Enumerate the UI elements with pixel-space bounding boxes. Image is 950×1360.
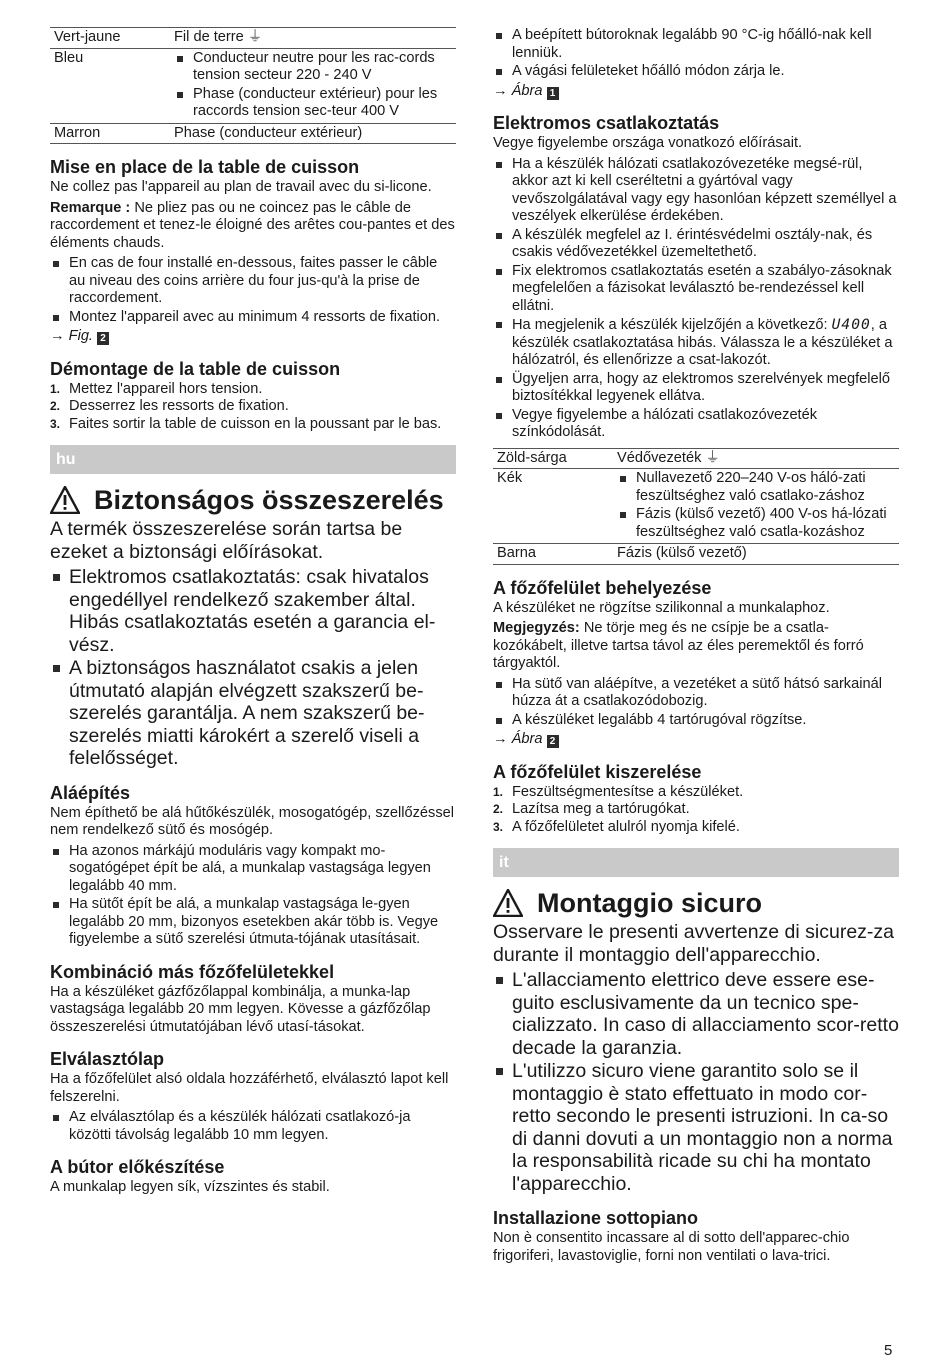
warning-icon <box>50 486 80 514</box>
wire-desc: Fil de terre ⏚ <box>174 29 263 45</box>
table-row <box>50 123 456 144</box>
wire-color: Kék <box>497 470 523 486</box>
section-heading: A főzőfelület kiszerelése <box>493 761 702 782</box>
error-code: U400 <box>831 316 871 333</box>
list-item: 3. Faites sortir la table de cuisson en la poussant par le bas. <box>50 415 442 432</box>
list-item: Ha megjelenik a készülék kijelzőjén a következő: U400, a készülék csatlakoztatása hibás. Válassza le a készüléket a hálózatról, és ellenőrizze a csat-lakozót. <box>493 316 899 370</box>
hu-safety-intro: A termék összeszerelése során tartsa be ezeket a biztonsági előírásokat. Elektromos csatlakoztatás: csak hivatalos engedéllyel rendelkező szakember által. Hibás csatlakoztatás esetén a garancia el-vész. A biztonságos használatot csakis a jelen útmutató alapján elvégzett szakszerű be-szerelés garantálja. A nem szakszerű be-szerelés miatti károkért a szerelő viseli a felelősséget. <box>50 518 456 770</box>
wire-color: Vert-jaune <box>54 29 121 45</box>
section-heading: Démontage de la table de cuisson <box>50 358 341 379</box>
table-row <box>493 544 899 565</box>
bullet-list <box>50 255 456 326</box>
page-title: Biztonságos összeszerelés <box>50 484 456 516</box>
wire-desc: Védővezeték ⏚ <box>617 449 721 466</box>
page-number: 5 <box>884 1342 893 1359</box>
list-item: Ha sütőt épít be alá, a munkalap vastagsága le-gyen legalább 20 mm, bizonyos esetekben akár több is. Vegye figyelembe a sütő szerelési útmuta-tójának utasításait. <box>50 896 456 949</box>
list-item: 3. A főzőfelületet alulról nyomja kifelé. <box>493 818 740 835</box>
language-bar-it: it <box>493 848 899 877</box>
wire-color: Marron <box>54 124 101 141</box>
section-heading: A bútor előkészítése <box>50 1157 225 1177</box>
numbered-list <box>50 381 456 434</box>
paragraph: Non è consentito incassare al di sotto dell'apparec-chio frigoriferi, lavastoviglie, forni non ventilati o lava-trici. <box>493 1230 850 1264</box>
list-item: 2. Desserrez les ressorts de fixation. <box>50 398 289 414</box>
list-item: Nullavezető 220–240 V-os háló-zati feszültséghez való csatlako-záshoz <box>617 470 895 505</box>
section-heading: Installazione sottopiano <box>493 1208 699 1228</box>
list-item: Ha sütő van aláépítve, a vezetéket a sütő hátsó sarkainál húzza át a csatlakozódobozig. <box>493 676 899 711</box>
section-heading: Elektromos csatlakoztatás <box>493 113 720 133</box>
bullet-list <box>493 969 899 1195</box>
remark: Remarque : Ne pliez pas ou ne coincez pas le câble de raccordement et tenez-le éloigné des arêtes cou-pantes et des éléments chauds. <box>50 199 455 251</box>
figure-number-badge: 1 <box>547 87 559 100</box>
list-item: En cas de four installé en-dessous, faites passer le câble au niveau des coins arrière du four jus-qu'à la prise de raccordement. <box>50 255 456 308</box>
paragraph: A munkalap legyen sík, vízszintes és stabil. <box>50 1179 330 1195</box>
table-row <box>50 28 456 49</box>
section-heading: A főzőfelület behelyezése <box>493 577 712 598</box>
figure-reference: → Ábra 2 <box>493 731 899 749</box>
wire-color: Zöld-sárga <box>497 449 567 466</box>
list-item: A biztonságos használatot csakis a jelen útmutató alapján elvégzett szakszerű be-szerelés garantálja. A nem szakszerű be-szerelés miatti károkért a szerelő viseli a felelősséget. <box>50 657 456 770</box>
list-item: Fix elektromos csatlakoztatás esetén a szabályo-zásoknak megfelelően a fázisokat leválasztó be-rendezéssel kell ellátni. <box>493 263 899 316</box>
paragraph: Ha a készüléket gázfőzőlappal kombinálja, a munka-lap vastagsága legalább 20 mm legyen. Kövesse a gázfőzőlap összeszerelési útmutatójában lévő utasí-tásokat. <box>50 983 431 1035</box>
list-item: Az elválasztólap és a készülék hálózati csatlakozó-ja közötti távolság legalább 10 mm legyen. <box>50 1109 456 1144</box>
list-item: A beépített bútoroknak legalább 90 °C-ig hőálló-nak kell lenniük. <box>493 27 899 62</box>
language-bar-hu: hu <box>50 445 456 474</box>
figure-reference: → Fig. 2 <box>50 328 456 346</box>
bullet-list <box>493 676 899 730</box>
list-item: Vegye figyelembe a hálózati csatlakozóvezeték színkódolását. <box>493 407 899 442</box>
figure-number-badge: 2 <box>97 332 109 345</box>
figure-reference: → Ábra 1 <box>493 83 899 101</box>
wire-desc: Fázis (külső vezető) <box>617 545 747 561</box>
numbered-list <box>493 784 899 837</box>
fr-wire-color-table <box>50 27 456 144</box>
list-item: A készülék megfelel az I. érintésvédelmi osztály-nak, és csakis védővezetékkel üzemeltethető. <box>493 227 899 262</box>
paragraph: Nem építhető be alá hűtőkészülék, mosogatógép, szellőzéssel nem rendelkező sütő és mosógép. <box>50 804 455 838</box>
figure-number-badge: 2 <box>547 735 559 748</box>
wire-color: Barna <box>497 545 536 561</box>
list-item: 1. Feszültségmentesítse a készüléket. <box>493 783 744 800</box>
note: Megjegyzés: Ne törje meg és ne csípje be a csatla-kozókábelt, illetve tartsa távol az éles peremektől és forró tárgyaktól. <box>493 620 864 671</box>
left-column <box>50 27 456 1200</box>
right-column <box>493 27 899 1268</box>
list-item: Ügyeljen arra, hogy az elektromos szerelvények megfelelő biztosítékkal legyenek ellátva. <box>493 371 899 406</box>
paragraph: A készüléket ne rögzítse szilikonnal a munkalaphoz. <box>493 599 830 616</box>
list-item: Elektromos csatlakoztatás: csak hivatalos engedéllyel rendelkező szakember által. Hibás csatlakoztatás esetén a garancia el-vész. <box>50 566 456 656</box>
paragraph: Ha a főzőfelület alsó oldala hozzáférhető, elválasztó lapot kell felszerelni. <box>50 1071 449 1105</box>
bullet-list <box>50 843 456 949</box>
list-item: Fázis (külső vezető) 400 V-os há-lózati feszültséghez való csatla-kozáshoz <box>617 506 895 541</box>
paragraph: Vegye figyelembe országa vonatkozó előírásait. <box>493 135 803 151</box>
section-heading: Mise en place de la table de cuisson <box>50 157 360 177</box>
wire-desc <box>170 48 456 123</box>
table-row <box>50 48 456 123</box>
bullet-list <box>50 1109 456 1144</box>
table-row <box>493 448 899 469</box>
bullet-list <box>493 27 899 81</box>
page-title: Montaggio sicuro <box>493 887 899 919</box>
wire-desc: Phase (conducteur extérieur) <box>174 124 363 141</box>
warning-icon <box>493 889 523 917</box>
list-item: Ha a készülék hálózati csatlakozóvezetéke megsé-rül, akkor azt ki kell cseréltetni a gyártóval vagy vevőszolgálatával vagy egy hasonlóan képzett személlyel a veszélyek elkerülése érdekében. <box>493 156 899 226</box>
bullet-list <box>493 156 899 442</box>
wire-desc <box>613 469 899 544</box>
list-item: Montez l'appareil avec au minimum 4 ressorts de fixation. <box>50 309 456 327</box>
section-heading: Aláépítés <box>50 782 131 803</box>
list-item: Conducteur neutre pour les rac-cords tension secteur 220 - 240 V <box>174 50 452 85</box>
list-item: Phase (conducteur extérieur) pour les raccords tension sec-teur 400 V <box>174 86 452 121</box>
list-item: A vágási felületeket hőálló módon zárja le. <box>493 63 899 81</box>
section-heading: Elválasztólap <box>50 1049 165 1069</box>
hu-wire-color-table <box>493 448 899 565</box>
bullet-list <box>50 566 456 770</box>
wire-color: Bleu <box>54 49 84 66</box>
section-heading: Kombináció más főzőfelületekkel <box>50 961 335 982</box>
list-item: 1. Mettez l'appareil hors tension. <box>50 380 263 397</box>
list-item: 2. Lazítsa meg a tartórugókat. <box>493 801 690 817</box>
list-item: A készüléket legalább 4 tartórugóval rögzítse. <box>493 712 899 730</box>
list-item: L'allacciamento elettrico deve essere ese-guito esclusivamente da un tecnico spe-cializzato. In caso di allacciamento scor-retto decade la garanzia. <box>493 969 899 1059</box>
list-item: Ha azonos márkájú moduláris vagy kompakt mo-sogatógépet épít be alá, a munkalap vastagsága legyen legalább 40 mm. <box>50 843 456 896</box>
list-item: L'utilizzo sicuro viene garantito solo se il montaggio è stato effettuato in modo cor-retto secondo le presenti istruzioni. In ca-so di danni dovuti a un montaggio non a norma la responsabilità ricade su chi ha montato l'apparecchio. <box>493 1060 899 1195</box>
it-safety-intro: Osservare le presenti avvertenze di sicurez-za durante il montaggio dell'apparecchio. L'allacciamento elettrico deve essere ese-guito esclusivamente da un tecnico spe-cializzato. In caso di allacciamento scor-retto decade la garanzia. L'utilizzo sicuro viene garantito solo se il montaggio è stato effettuato in modo cor-retto secondo le presenti istruzioni. In ca-so di danni dovuti a un montaggio non a norma la responsabilità ricade su chi ha montato l'apparecchio. <box>493 921 899 1195</box>
paragraph: Ne collez pas l'appareil au plan de travail avec du si-licone. <box>50 179 432 195</box>
table-row <box>493 469 899 544</box>
